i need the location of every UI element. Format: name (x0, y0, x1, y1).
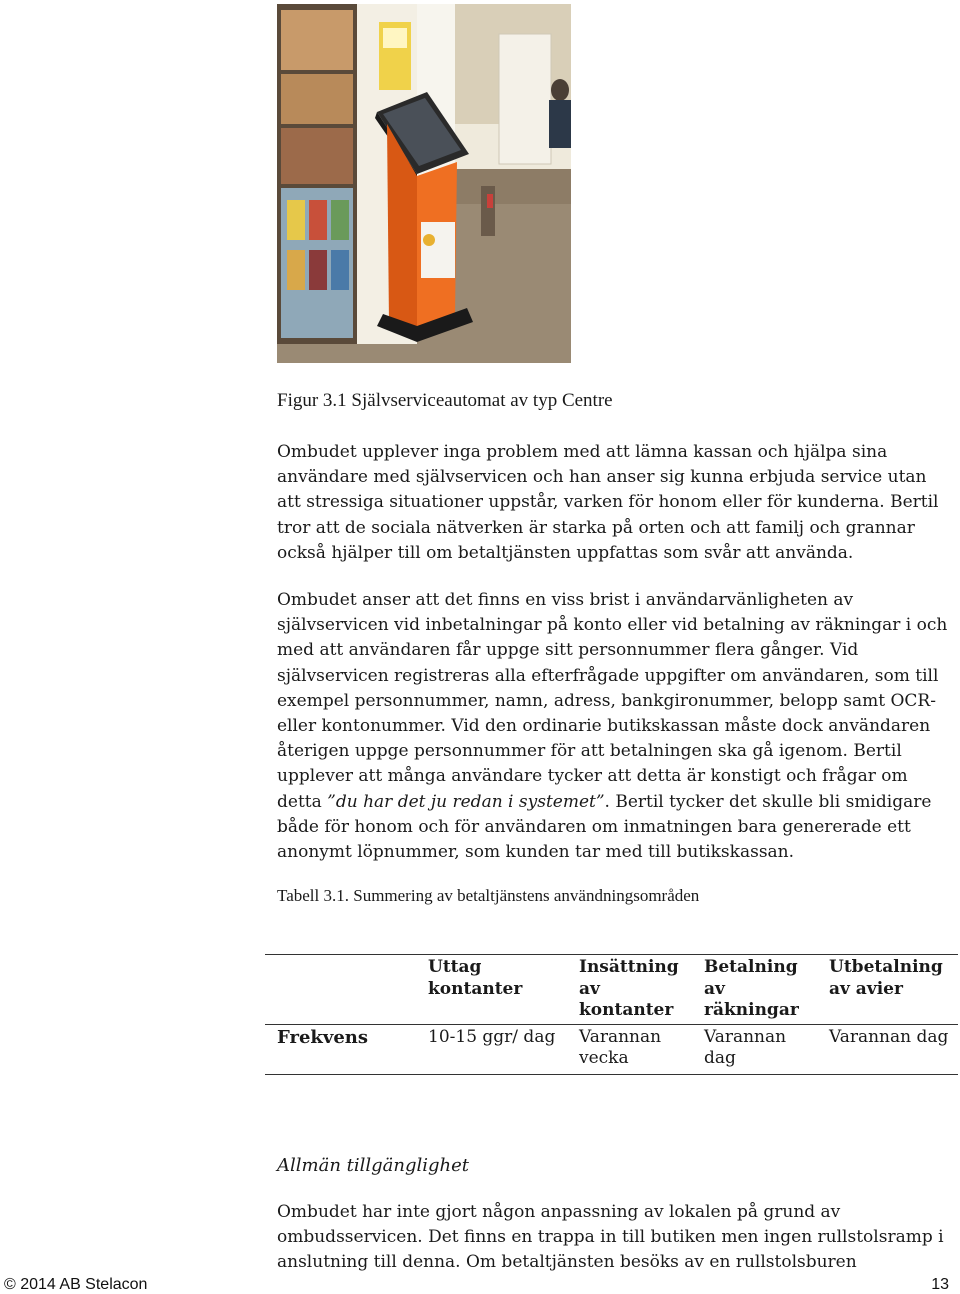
table-row (265, 1024, 958, 1074)
paragraph-2 (277, 588, 949, 865)
quote-text: ”du har det ju redan i systemet” (327, 791, 605, 812)
paragraph-2-part-b: . Bertil tycker det skulle bli smidigare både för honom och för användaren om inmatningen bara genererade ett anonymt löpnummer, som kunden tar med till butikskassan. (277, 791, 932, 863)
figure-caption: Figur 3.1 Självserviceautomat av typ Centre (277, 390, 613, 411)
row-label-frekvens: Frekvens (277, 1026, 369, 1048)
table-header-row (265, 955, 958, 1025)
cell-utbetalning: Varannan dag (829, 1026, 949, 1047)
summary-table (265, 954, 958, 1075)
header-uttag: Uttag kontanter (428, 957, 523, 999)
kiosk-photo (277, 4, 571, 363)
paragraph-3: Ombudet har inte gjort någon anpassning av lokalen på grund av ombudsservicen. Det finns en trappa in till butiken men ingen rullstolsramp i anslutning till denna. Om betaltjänsten besöks av en rullstolsburen (277, 1202, 944, 1273)
header-insattning: Insättning av kontanter (579, 957, 679, 1020)
header-betalning: Betalning av räkningar (704, 957, 799, 1020)
photo-fridge (499, 34, 551, 164)
section-heading: Allmän tillgänglighet (277, 1155, 470, 1176)
table-caption: Tabell 3.1. Summering av betaltjänstens användningsområden (277, 886, 700, 905)
page-number: 13 (931, 1276, 949, 1293)
header-utbetalning: Utbetalning av avier (829, 957, 943, 999)
cell-insattning: Varannan vecka (579, 1026, 662, 1068)
paragraph-1: Ombudet upplever inga problem med att lämna kassan och hjälpa sina användare med självservicen och han anser sig kunna erbjuda service utan att stressiga situationer uppstår, varken för honom eller för kunderna. Bertil tror att de sociala nätverken är starka på orten och att familj och grannar också hjälper till om betaltjänsten uppfattas som svår att använda. (277, 442, 939, 563)
footer-copyright: © 2014 AB Stelacon (4, 1276, 148, 1293)
cell-uttag: 10-15 ggr/ dag (428, 1026, 556, 1047)
paragraph-2-part-a: Ombudet anser att det finns en viss brist i användarvänligheten av självservicen vid inbetalningar på konto eller vid betalning av räkningar i och med att användaren får uppge sitt personnummer flera gånger. Vid självservicen registreras alla efterfrågade uppgifter om användaren, som till exempel personnummer, namn, adress, bankgironummer, belopp samt OCR-eller kontonummer. Vid den ordinarie butikskassan måste dock användaren återigen uppge personnummer för att betalningen ska gå igenom. Bertil upplever att många användare tycker att detta är konstigt och frågar om detta (277, 590, 948, 812)
cell-betalning: Varannan dag (704, 1026, 787, 1068)
header-empty (265, 955, 416, 1025)
